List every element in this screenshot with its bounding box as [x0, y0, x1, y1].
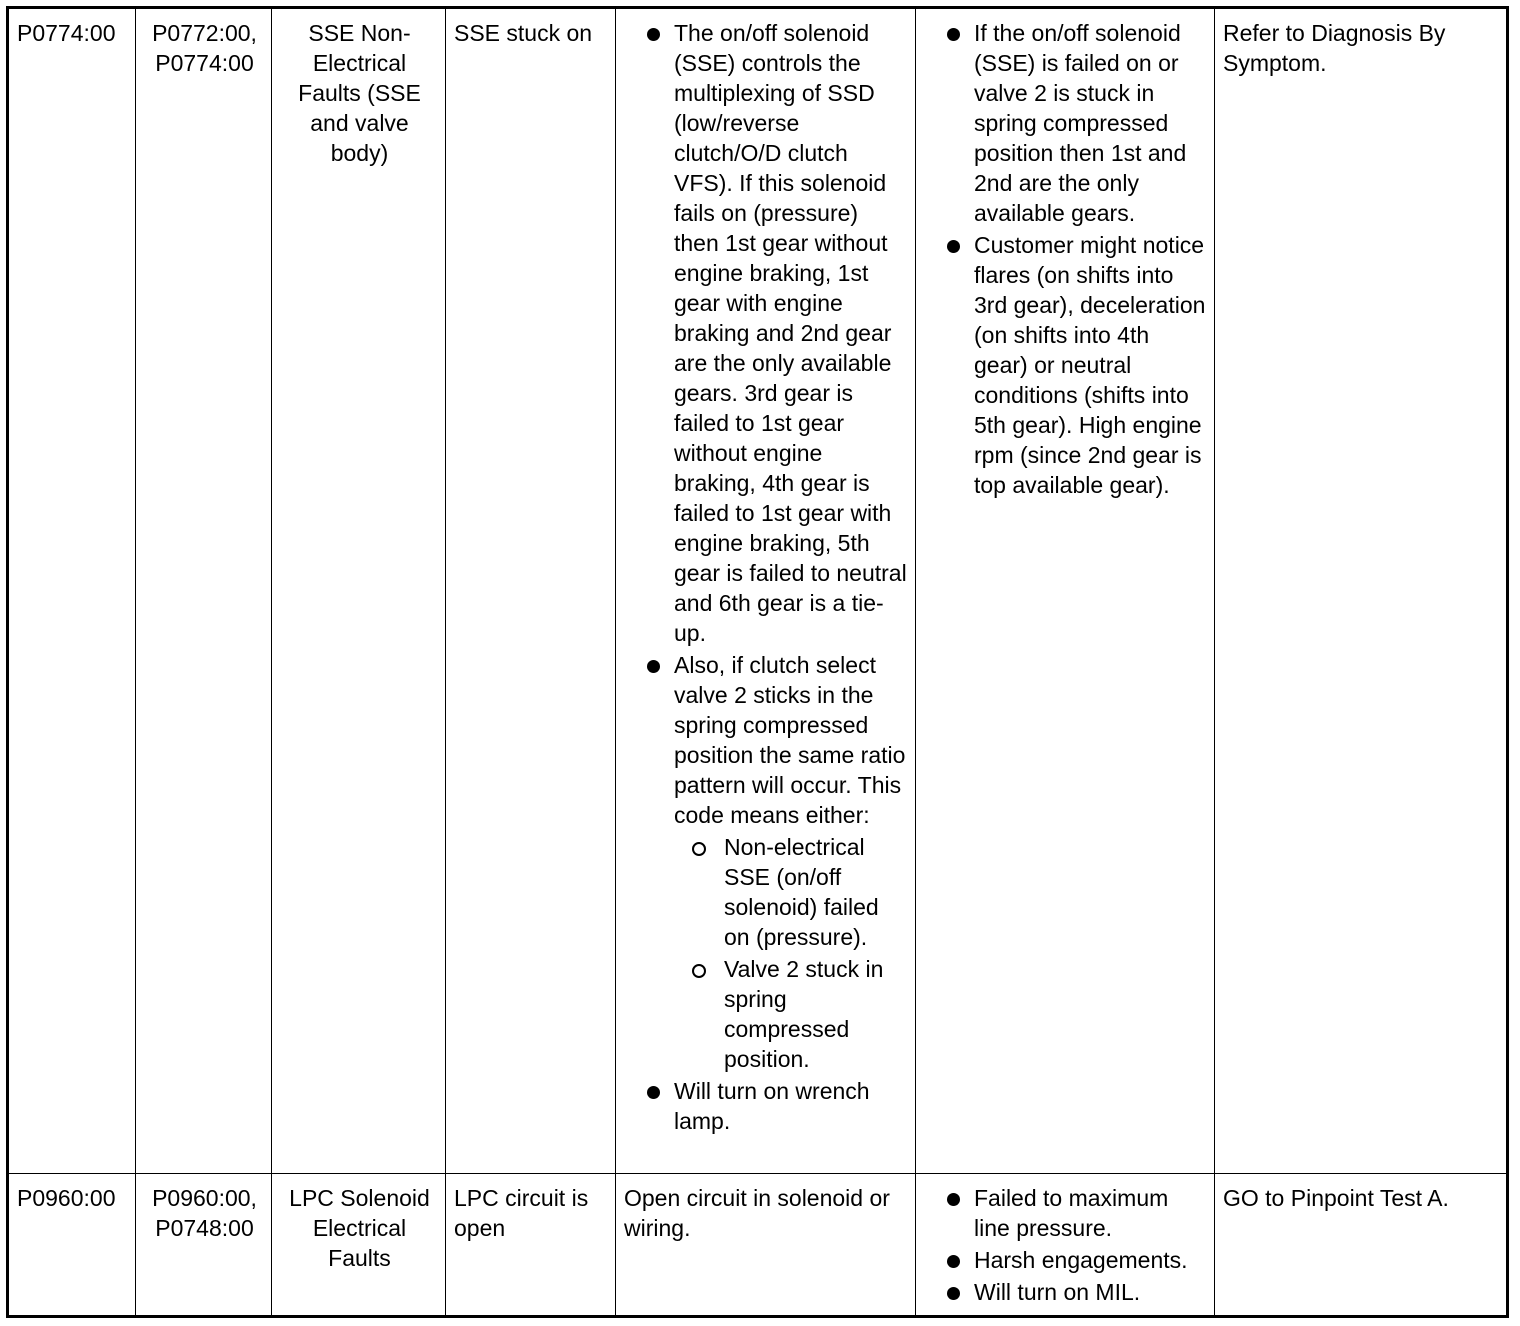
- sub-list-item-text: Non-electrical SSE (on/off solenoid) failed on (pressure).: [724, 834, 879, 950]
- causes-sublist: [674, 832, 909, 1074]
- sub-list-item: [674, 954, 909, 1074]
- causes-list: [624, 18, 909, 1136]
- symptoms: [916, 1174, 1215, 1317]
- dtc-code: P0774:00: [8, 8, 136, 1174]
- possible-causes: [616, 8, 916, 1174]
- fault-description: SSE Non-Electrical Faults (SSE and valve body): [272, 8, 446, 1174]
- list-item-text: The on/off solenoid (SSE) controls the multiplexing of SSD (low/reverse clutch/O/D clutch VFS). If this solenoid fails on (pressure) then 1st gear without engine braking, 1st gear with engine braking and 2nd gear are the only available gears. 3rd gear is failed to 1st gear without engine braking, 4th gear is failed to 1st gear with engine braking, 5th gear is failed to neutral and 6th gear is a tie-up.: [674, 20, 907, 646]
- list-item-text: Will turn on wrench lamp.: [674, 1078, 870, 1134]
- dtc-code: P0960:00: [8, 1174, 136, 1317]
- list-item-text: Customer might notice flares (on shifts into 3rd gear), deceleration (on shifts into 4th gear) or neutral conditions (shifts into 5th gear). High engine rpm (since 2nd gear is top available gear).: [974, 232, 1206, 498]
- related-codes: P0960:00, P0748:00: [136, 1174, 272, 1317]
- list-item: [624, 1076, 909, 1136]
- action: GO to Pinpoint Test A.: [1215, 1174, 1508, 1317]
- list-item-text: Failed to maximum line pressure.: [974, 1185, 1169, 1241]
- possible-causes: Open circuit in solenoid or wiring.: [616, 1174, 916, 1317]
- list-item-text: Harsh engagements.: [974, 1247, 1188, 1273]
- list-item: [624, 18, 909, 648]
- fault-condition: SSE stuck on: [446, 8, 616, 1174]
- list-item-text: Also, if clutch select valve 2 sticks in the spring compressed position the same ratio pattern will occur. This code means either:: [674, 652, 906, 828]
- list-item: [624, 650, 909, 1074]
- list-item-text: If the on/off solenoid (SSE) is failed on or valve 2 is stuck in spring compressed position then 1st and 2nd are the only available gears.: [974, 20, 1187, 226]
- symptoms: [916, 8, 1215, 1174]
- sub-list-item-text: Valve 2 stuck in spring compressed position.: [724, 956, 884, 1072]
- dtc-table: [6, 6, 1509, 1318]
- symptoms-list: [924, 18, 1208, 500]
- table-row: [8, 8, 1508, 1174]
- list-item: [924, 1245, 1208, 1275]
- list-item: [924, 230, 1208, 500]
- list-item-text: Will turn on MIL.: [974, 1279, 1141, 1305]
- sub-list-item: [674, 832, 909, 952]
- related-codes: P0772:00, P0774:00: [136, 8, 272, 1174]
- list-item: [924, 18, 1208, 228]
- list-item: [924, 1183, 1208, 1243]
- symptoms-list: [924, 1183, 1208, 1307]
- fault-condition: LPC circuit is open: [446, 1174, 616, 1317]
- table-row: [8, 1174, 1508, 1317]
- list-item: [924, 1277, 1208, 1307]
- action: Refer to Diagnosis By Symptom.: [1215, 8, 1508, 1174]
- fault-description: LPC Solenoid Electrical Faults: [272, 1174, 446, 1317]
